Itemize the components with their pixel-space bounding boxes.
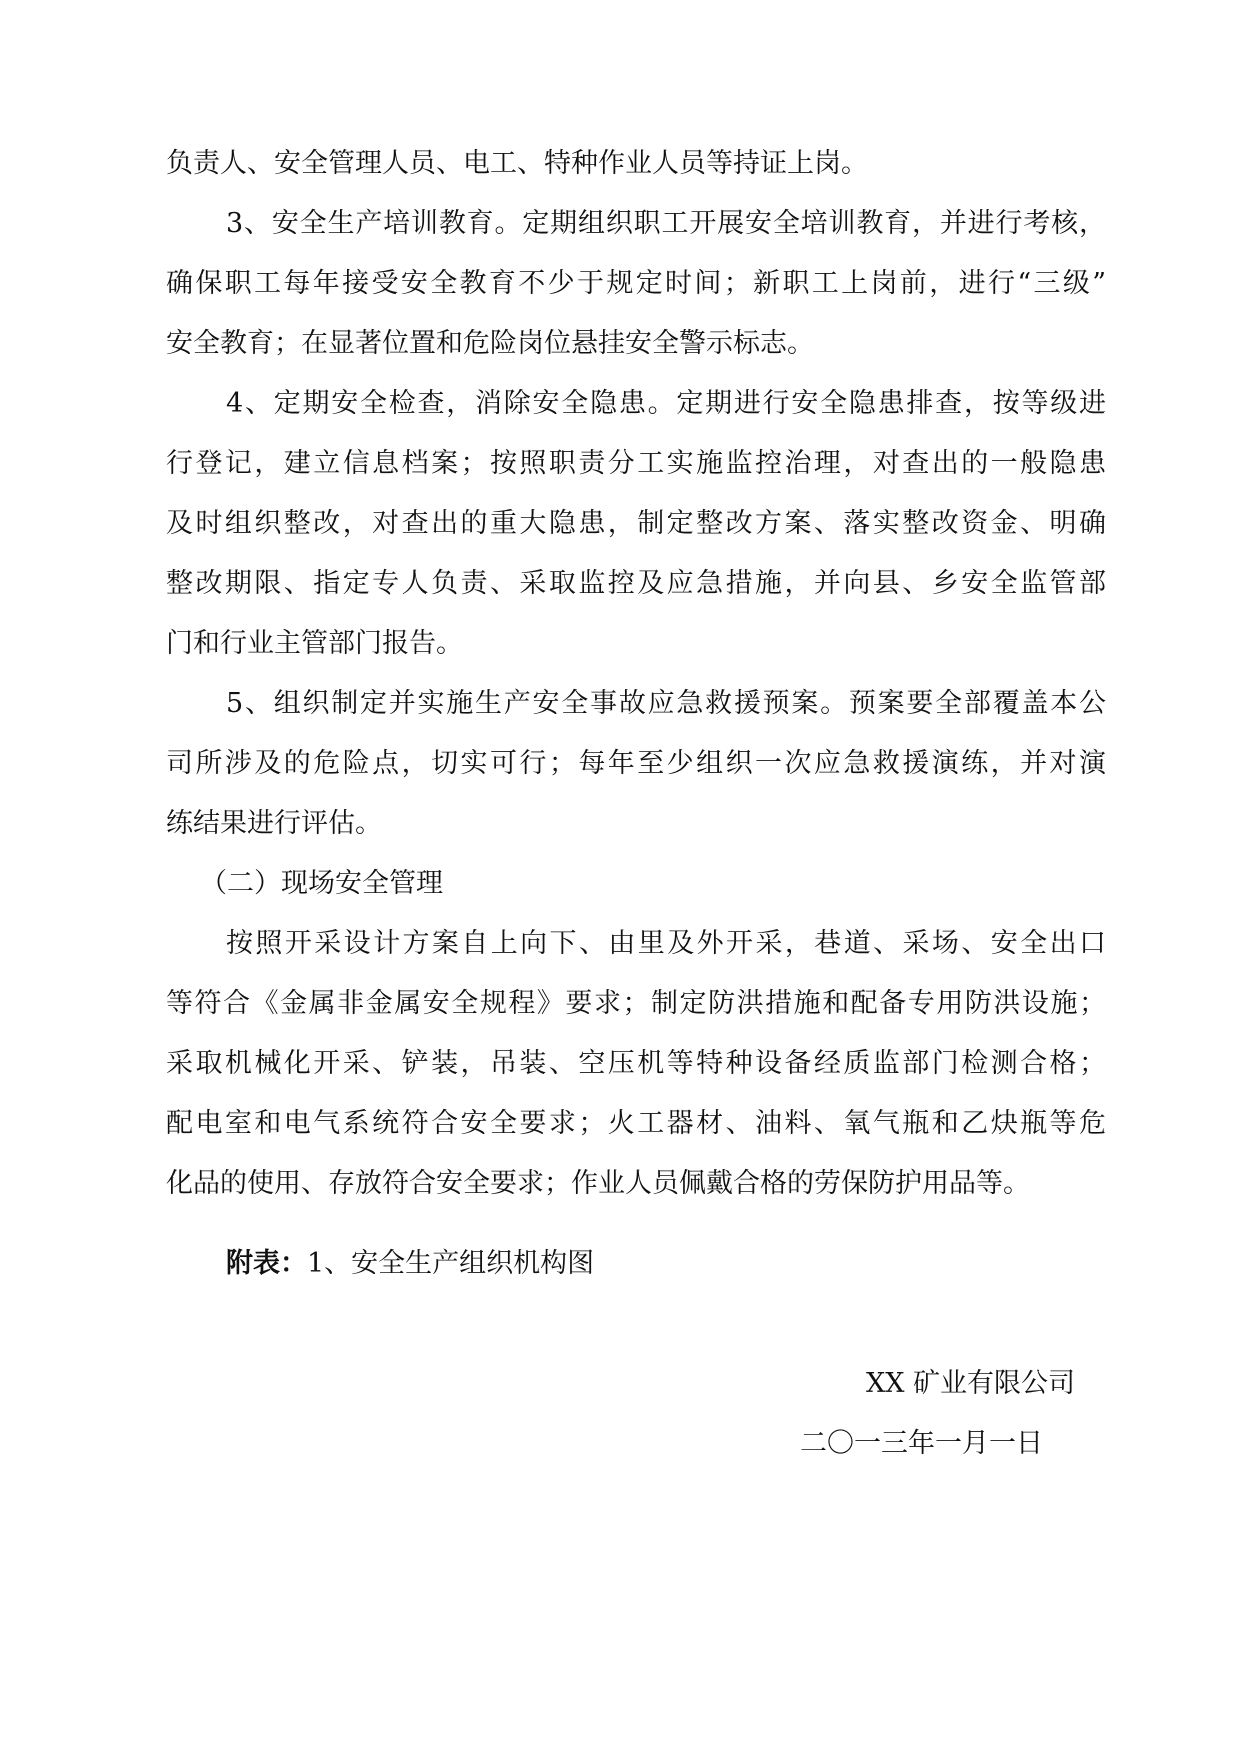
paragraph-line: 及时组织整改，对查出的重大隐患，制定整改方案、落实整改资金、明确 [166, 508, 1106, 539]
appendix-label: 附表： [226, 1248, 307, 1279]
paragraph-line: 5、组织制定并实施生产安全事故应急救援预案。预案要全部覆盖本公 [226, 688, 1106, 719]
appendix [226, 1246, 594, 1282]
paragraph-line: 负责人、安全管理人员、电工、特种作业人员等持证上岗。 [166, 148, 868, 179]
paragraph-line: 确保职工每年接受安全教育不少于规定时间；新职工上岗前，进行“三级” [166, 268, 1106, 299]
paragraph-line: 练结果进行评估。 [166, 808, 382, 839]
paragraph-line: 按照开采设计方案自上向下、由里及外开采，巷道、采场、安全出口 [226, 928, 1106, 959]
section-heading: （二）现场安全管理 [200, 868, 443, 899]
appendix-text: 1、安全生产组织机构图 [307, 1248, 595, 1279]
document-date: 二〇一三年一月一日 [800, 1428, 1043, 1459]
paragraph-line: 采取机械化开采、铲装，吊装、空压机等特种设备经质监部门检测合格； [166, 1048, 1106, 1079]
paragraph-line: 4、定期安全检查，消除安全隐患。定期进行安全隐患排查，按等级进 [226, 388, 1106, 419]
paragraph-line: 化品的使用、存放符合安全要求；作业人员佩戴合格的劳保防护用品等。 [166, 1168, 1030, 1199]
company-name: XX 矿业有限公司 [866, 1368, 1076, 1399]
paragraph-line: 安全教育；在显著位置和危险岗位悬挂安全警示标志。 [166, 328, 814, 359]
paragraph-line: 行登记，建立信息档案；按照职责分工实施监控治理，对查出的一般隐患 [166, 448, 1106, 479]
paragraph-line: 司所涉及的危险点，切实可行；每年至少组织一次应急救援演练，并对演 [166, 748, 1106, 779]
paragraph-line: 3、安全生产培训教育。定期组织职工开展安全培训教育，并进行考核， [226, 208, 1106, 239]
paragraph-line: 门和行业主管部门报告。 [166, 628, 463, 659]
paragraph-line: 等符合《金属非金属安全规程》要求；制定防洪措施和配备专用防洪设施； [166, 988, 1106, 1019]
paragraph-line: 整改期限、指定专人负责、采取监控及应急措施，并向县、乡安全监管部 [166, 568, 1106, 599]
paragraph-line: 配电室和电气系统符合安全要求；火工器材、油料、氧气瓶和乙炔瓶等危 [166, 1108, 1106, 1139]
